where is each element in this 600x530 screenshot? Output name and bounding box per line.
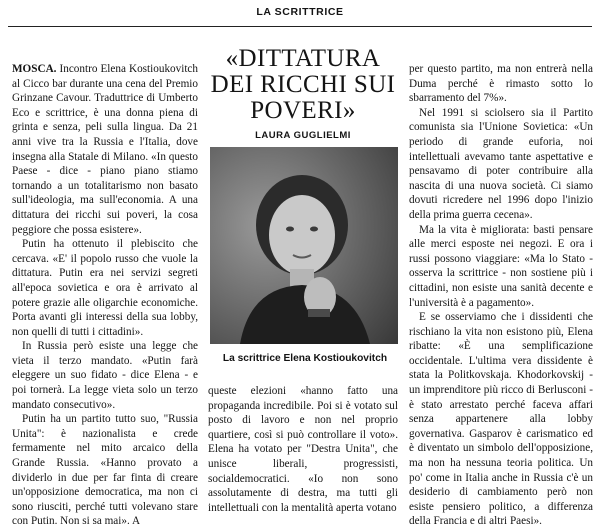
headline: «DITTATURA DEI RICCHI SUI POVERI» xyxy=(210,45,396,124)
paragraph: Putin ha ottenuto il plebiscito che cercava. «E' il popolo russo che vuole la dittatura. Putin era nei servizi segreti all'epoca sovietica e ora è arrivato al potere grazie alle oligarchie economiche. Porta avanti gli interessi della sua lobby, non quelli di tutti i cittadini». xyxy=(12,238,198,338)
lead-word: MOSCA. xyxy=(12,63,57,75)
paragraph-lead xyxy=(12,62,198,237)
lead-text: Incontro Elena Kostioukovitch al Cicco bar durante una cena del Premio Grinzane Cavour. Traduttrice di Umberto Eco e scrittrice, è una donna piena di grinta e senza, peli sulla lingua. Da 21 anni vive tra la Russia e l'Italia, dove insegna alla Statale di Milano. «In questo Paese - dice - piano piano stiamo tornando a un totalitarismo non basato sull'ideologia, ma sull'economia. A una dittatura dei ricchi sui poveri, la cosa peggiore che possa esistere». xyxy=(12,63,198,236)
paragraph: E se osserviamo che i dissidenti che rischiano la vita non esistono più, Elena ribatte: «È una semplificazione occidentale. L'ultima vera dissidente è stata la Politkovskaja. Khodorkovskij - un imprenditore più ricco di Berlusconi - è stato arrestato perché faceva affari senza appartenere alla lobby governativa. Gasparov è carismatico ed è diventato un simbolo dell'opposizione, ma non ha nessuna teoria politica. Un po' come in Italia anche in Russia c'è un desiderio di cambiamento però non esiste pensiero politico, a differenza della Francia e di altri Paesi». xyxy=(409,311,593,528)
paragraph: Ma la vita è migliorata: basti pensare alle merci esposte nei negozi. E ora i russi possono viaggiare: «Ma lo Stato - osserva la scrittrice - non sostiene più i cittadini, non esiste una sanità decente e l'università è a pagamento». xyxy=(409,223,593,309)
paragraph: Nel 1991 si sciolsero sia il Partito comunista sia l'Unione Sovietica: «Un periodo di grande euforia, noi intellettuali avevamo tante aspettative e pensavamo di poter contribuire alla nascita di una nuova società. Ci siamo dovuti ricredere nel 1996 dopo l'inizio della prima guerra cecena». xyxy=(409,106,593,221)
byline: LAURA GUGLIELMI xyxy=(255,130,351,141)
article-column-1 xyxy=(12,62,198,529)
portrait-image xyxy=(210,147,398,344)
paragraph: In Russia però esiste una legge che vieta il terzo mandato. «Putin farà eleggere un suo fidato - dice Elena - e poi tornerà. La legge vieta solo un terzo mandato consecutivo». xyxy=(12,340,198,411)
section-label: LA SCRITTRICE xyxy=(256,6,344,18)
paragraph: Putin ha un partito tutto suo, "Russia Unita": è nazionalista e crede fermamente nel mito arcaico della Grande Russia. «Hanno provato a dividerlo in due per far finta di creare un'opposizione democratica, ma non ci sono riusciti, perché tutti volevano stare con Putin. Non si sa mai». A xyxy=(12,413,198,528)
photo-caption: La scrittrice Elena Kostioukovitch xyxy=(222,353,388,364)
article-column-2 xyxy=(208,384,398,515)
author-photo xyxy=(210,147,398,344)
article-column-3 xyxy=(409,62,593,529)
header-rule xyxy=(8,26,592,27)
paragraph: queste elezioni «hanno fatto una propaganda incredibile. Poi si è votato sul posto di lavoro e non nel proprio quartiere, così si può controllare il voto». Elena ha votato per "Destra Unita", che unisce liberali, progressisti, socialdemocratici. «Io non sono assolutamente di destra, ma tutti gli intellettuali con la mentalità aperta votano xyxy=(208,385,398,514)
paragraph: per questo partito, ma non entrerà nella Duma perché è rimasto sotto lo sbarramento del 7%». xyxy=(409,63,593,105)
